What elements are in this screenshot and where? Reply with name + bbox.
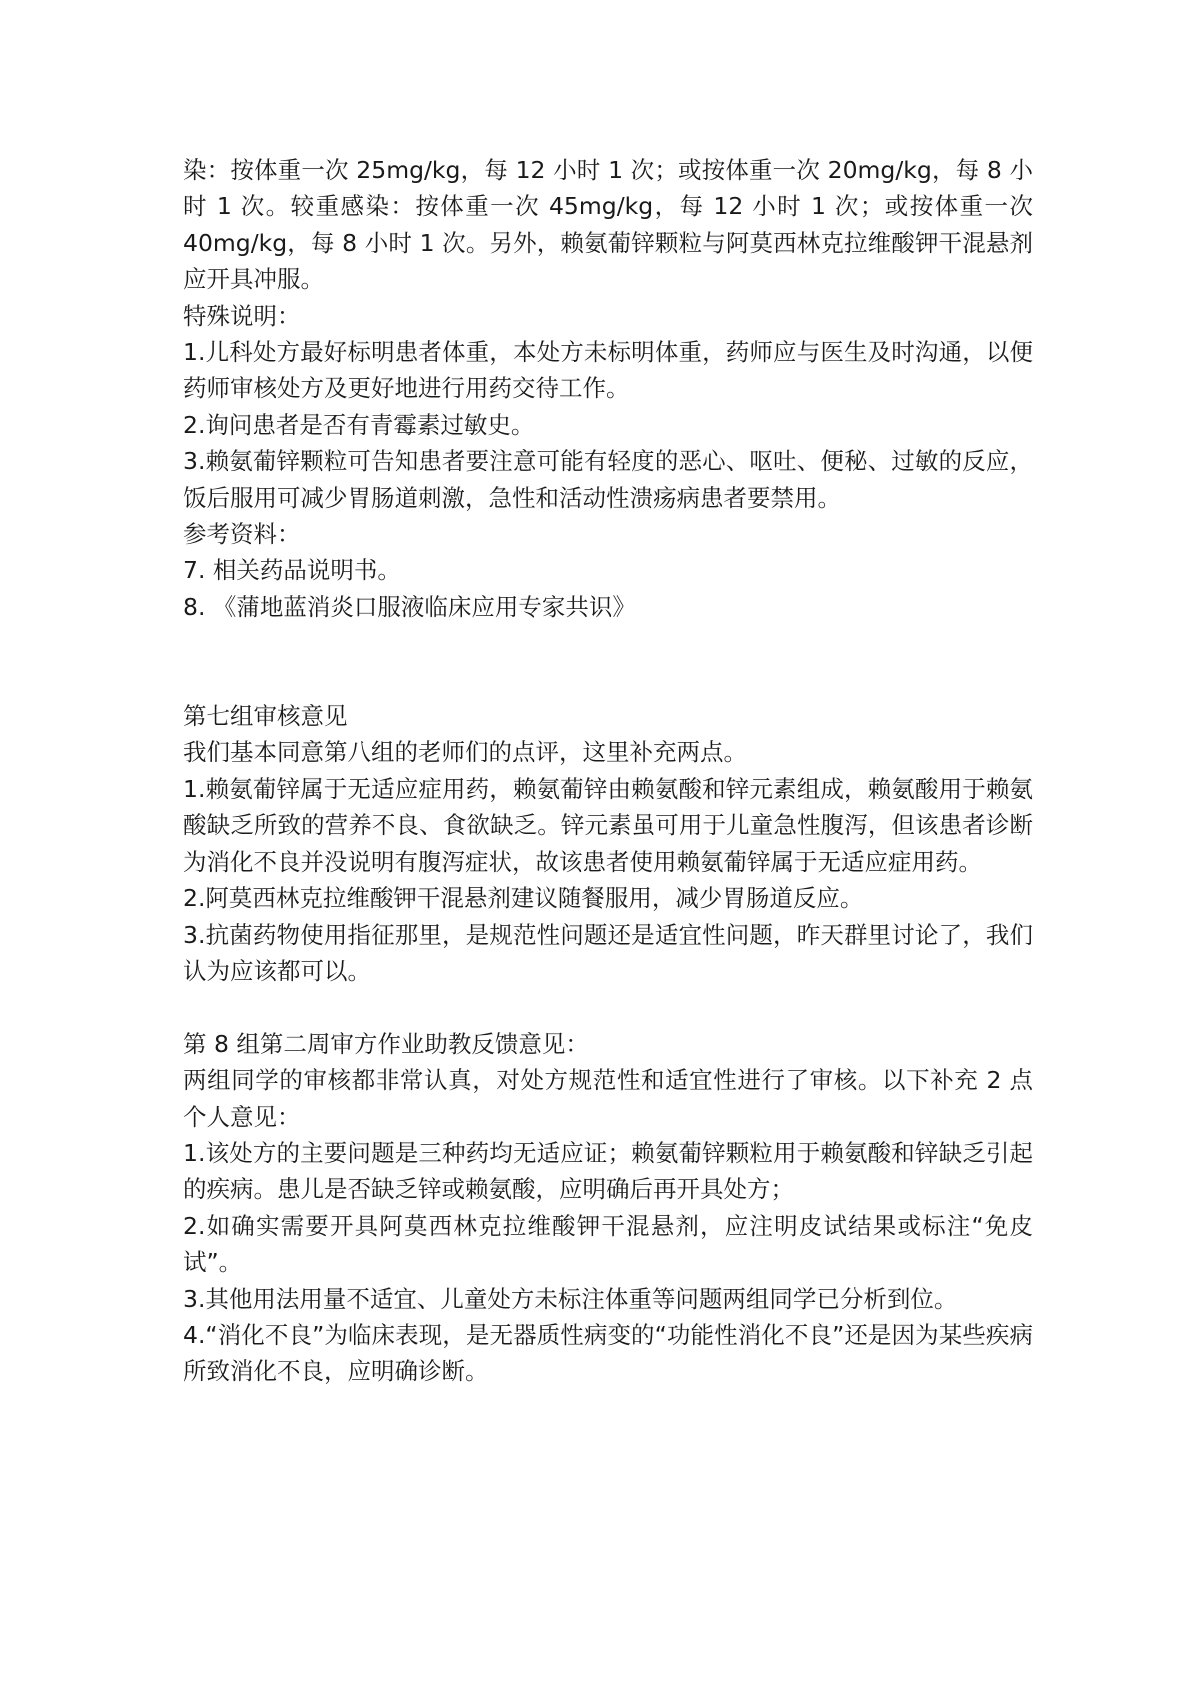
special-note-item: 3.赖氨葡锌颗粒可告知患者要注意可能有轻度的恶心、呕吐、便秘、过敏的反应，饭后服用可减少胃肠道刺激，急性和活动性溃疡病患者要禁用。 bbox=[183, 447, 1033, 512]
group7-intro: 我们基本同意第八组的老师们的点评，这里补充两点。 bbox=[183, 738, 747, 767]
group7-item: 1.赖氨葡锌属于无适应症用药，赖氨葡锌由赖氨酸和锌元素组成，赖氨酸用于赖氨酸缺乏所致的营养不良、食欲缺乏。锌元素虽可用于儿童急性腹泻，但该患者诊断为消化不良并没说明有腹泻症状，故该患者使用赖氨葡锌属于无适应症用药。 bbox=[183, 774, 1033, 876]
group8-feedback-item: 2.如确实需要开具阿莫西林克拉维酸钾干混悬剂，应注明皮试结果或标注“免皮试”。 bbox=[183, 1211, 1033, 1277]
group8-feedback-item: 1.该处方的主要问题是三种药均无适应证；赖氨葡锌颗粒用于赖氨酸和锌缺乏引起的疾病。患儿是否缺乏锌或赖氨酸，应明确后再开具处方； bbox=[183, 1138, 1033, 1204]
dosage-paragraph: 染：按体重一次 25mg/kg，每 12 小时 1 次；或按体重一次 20mg/kg，每 8 小时 1 次。较重感染：按体重一次 45mg/kg，每 12 小时 1 次；或按体重一次 40mg/kg，每 8 小时 1 次。另外，赖氨葡锌颗粒与阿莫西林克拉维酸钾干混悬剂应开具冲服。 bbox=[183, 156, 1033, 294]
group8-feedback-item: 4.“消化不良”为临床表现，是无器质性病变的“功能性消化不良”还是因为某些疾病所致消化不良，应明确诊断。 bbox=[183, 1320, 1033, 1386]
section-spacer bbox=[183, 625, 1033, 698]
special-notes-heading: 特殊说明： bbox=[183, 301, 301, 330]
special-note-item: 1.儿科处方最好标明患者体重，本处方未标明体重，药师应与医生及时沟通，以便药师审核处方及更好地进行用药交待工作。 bbox=[183, 338, 1033, 403]
group7-heading: 第七组审核意见 bbox=[183, 702, 348, 731]
group8-feedback-item: 3.其他用法用量不适宜、儿童处方未标注体重等问题两组同学已分析到位。 bbox=[183, 1284, 958, 1313]
group8-feedback-heading: 第 8 组第二周审方作业助教反馈意见： bbox=[183, 1029, 589, 1058]
reference-item: 7. 相关药品说明书。 bbox=[183, 556, 401, 585]
group8-feedback-intro: 两组同学的审核都非常认真，对处方规范性和适宜性进行了审核。以下补充 2 点个人意见： bbox=[183, 1066, 1033, 1131]
references-heading: 参考资料： bbox=[183, 520, 301, 549]
reference-item: 8. 《蒲地蓝消炎口服液临床应用专家共识》 bbox=[183, 592, 636, 621]
group7-item: 2.阿莫西林克拉维酸钾干混悬剂建议随餐服用，减少胃肠道反应。 bbox=[183, 884, 864, 913]
special-note-item: 2.询问患者是否有青霉素过敏史。 bbox=[183, 410, 535, 439]
document-body bbox=[183, 152, 1033, 1390]
group7-item: 3.抗菌药物使用指征那里，是规范性问题还是适宜性问题，昨天群里讨论了，我们认为应该都可以。 bbox=[183, 920, 1033, 985]
section-spacer bbox=[183, 989, 1033, 1025]
